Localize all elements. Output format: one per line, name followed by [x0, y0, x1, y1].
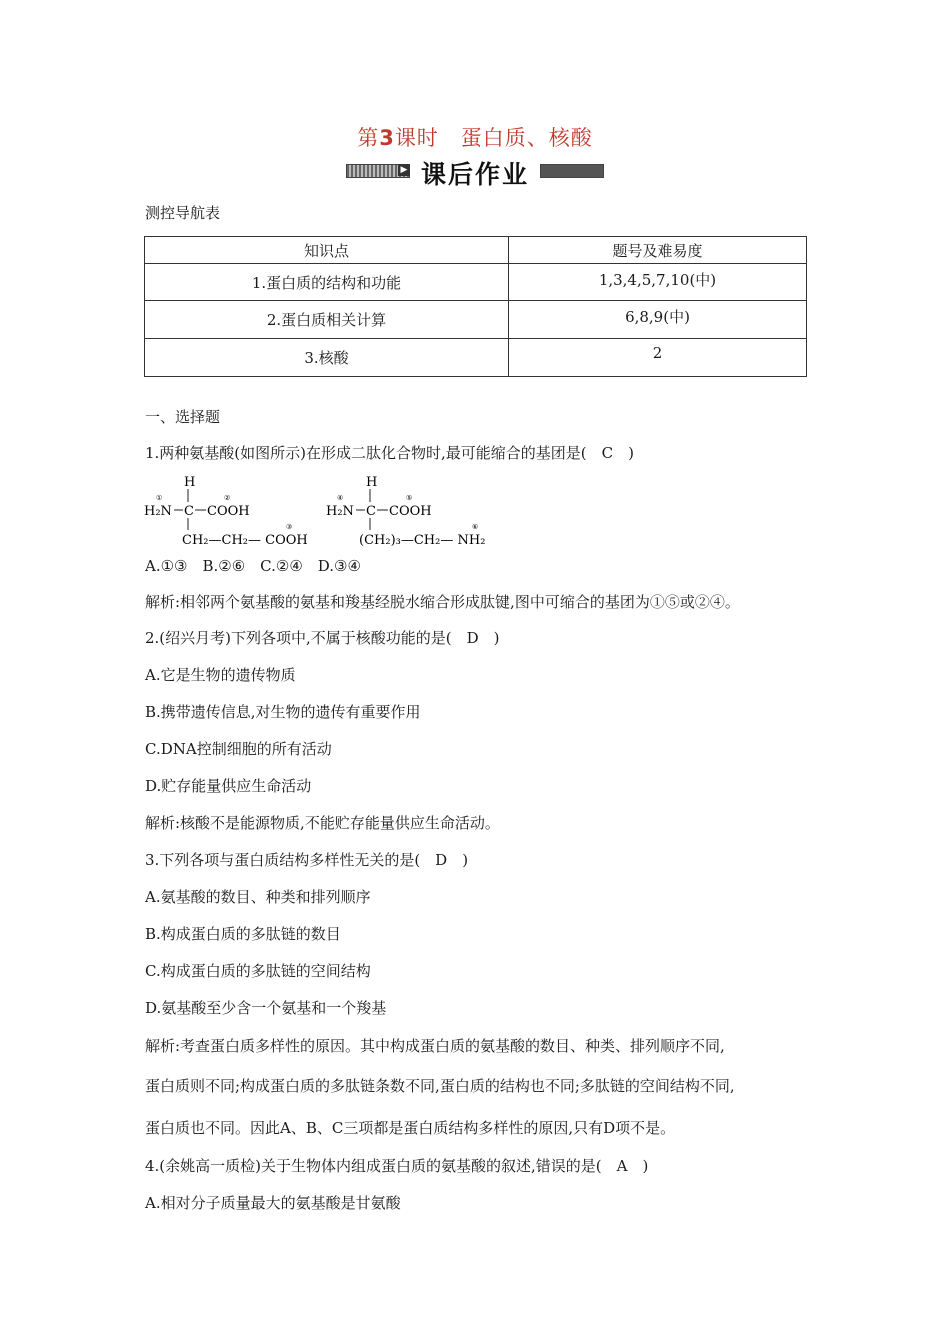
- struct-right-chain: (CH₂)₃—CH₂— NH₂: [359, 533, 486, 548]
- homework-banner: [346, 155, 604, 189]
- q3-analysis-line2: 蛋白质则不同;构成蛋白质的多肽链条数不同,蛋白质的结构也不同;多肽链的空间结构不同,: [145, 1077, 735, 1095]
- struct-left-chain: CH₂—CH₂— COOH: [182, 533, 308, 548]
- banner-right-bar: [540, 164, 604, 178]
- struct-left-h: H: [184, 475, 196, 490]
- table-cell-items: 1,3,4,5,7,10(中): [509, 264, 807, 301]
- section-heading: 一、选择题: [145, 408, 221, 426]
- page-title: 第3课时 蛋白质、核酸: [357, 126, 593, 150]
- struct-left-n3: ③: [286, 523, 293, 531]
- struct-right-h: H: [366, 475, 378, 490]
- struct-left-n1: ①: [156, 494, 163, 502]
- q1-stem: 1.两种氨基酸(如图所示)在形成二肽化合物时,最可能缩合的基团是( C ): [145, 444, 634, 462]
- q4-option-a: A.相对分子质量最大的氨基酸是甘氨酸: [145, 1194, 401, 1212]
- struct-left-cooh: COOH: [207, 504, 250, 519]
- q2-option-d: D.贮存能量供应生命活动: [145, 777, 312, 795]
- q2-option-b: B.携带遗传信息,对生物的遗传有重要作用: [145, 703, 421, 721]
- table-header-items: 题号及难易度: [509, 237, 807, 264]
- struct-right-cooh: COOH: [389, 504, 432, 519]
- struct-right-c: C: [366, 504, 376, 519]
- q3-stem: 3.下列各项与蛋白质结构多样性无关的是( D ): [145, 851, 469, 869]
- table-cell-topic: 1.蛋白质的结构和功能: [145, 264, 509, 301]
- struct-right-n6: ⑥: [472, 523, 479, 531]
- q2-option-a: A.它是生物的遗传物质: [145, 666, 296, 684]
- struct-right-nh2: H₂N: [326, 504, 354, 519]
- table-cell-items: 6,8,9(中): [509, 301, 807, 339]
- play-icon: ▶: [398, 164, 410, 176]
- struct-left-c: C: [184, 504, 194, 519]
- nav-table: [144, 236, 807, 377]
- amino-acid-structures: [144, 472, 504, 552]
- q3-option-b: B.构成蛋白质的多肽链的数目: [145, 925, 341, 943]
- table-caption: 测控导航表: [145, 204, 221, 222]
- q3-analysis-line3: 蛋白质也不同。因此A、B、C三项都是蛋白质结构多样性的原因,只有D项不是。: [145, 1119, 676, 1137]
- struct-right-n5: ⑤: [406, 494, 413, 502]
- q2-analysis: 解析:核酸不是能源物质,不能贮存能量供应生命活动。: [145, 814, 500, 832]
- table-cell-topic: 3.核酸: [145, 339, 509, 377]
- struct-left-nh2: H₂N: [144, 504, 172, 519]
- struct-right-n4: ④: [337, 494, 344, 502]
- table-header-topic: 知识点: [145, 237, 509, 264]
- q1-analysis: 解析:相邻两个氨基酸的氨基和羧基经脱水缩合形成肽键,图中可缩合的基团为①⑤或②④。: [145, 593, 740, 611]
- q3-option-a: A.氨基酸的数目、种类和排列顺序: [145, 888, 371, 906]
- q3-option-c: C.构成蛋白质的多肽链的空间结构: [145, 962, 371, 980]
- banner-text: 课后作业: [420, 160, 529, 189]
- q3-analysis-line1: 解析:考查蛋白质多样性的原因。其中构成蛋白质的氨基酸的数目、种类、排列顺序不同,: [145, 1037, 725, 1055]
- q4-stem: 4.(余姚高一质检)关于生物体内组成蛋白质的氨基酸的叙述,错误的是( A ): [145, 1157, 649, 1175]
- q1-options: A.①③ B.②⑥ C.②④ D.③④: [145, 557, 361, 575]
- q2-stem: 2.(绍兴月考)下列各项中,不属于核酸功能的是( D ): [145, 629, 500, 647]
- q2-option-c: C.DNA控制细胞的所有活动: [145, 740, 332, 758]
- table-cell-items: 2: [509, 339, 807, 377]
- struct-left-n2: ②: [224, 494, 231, 502]
- q3-option-d: D.氨基酸至少含一个氨基和一个羧基: [145, 999, 387, 1017]
- table-cell-topic: 2.蛋白质相关计算: [145, 301, 509, 339]
